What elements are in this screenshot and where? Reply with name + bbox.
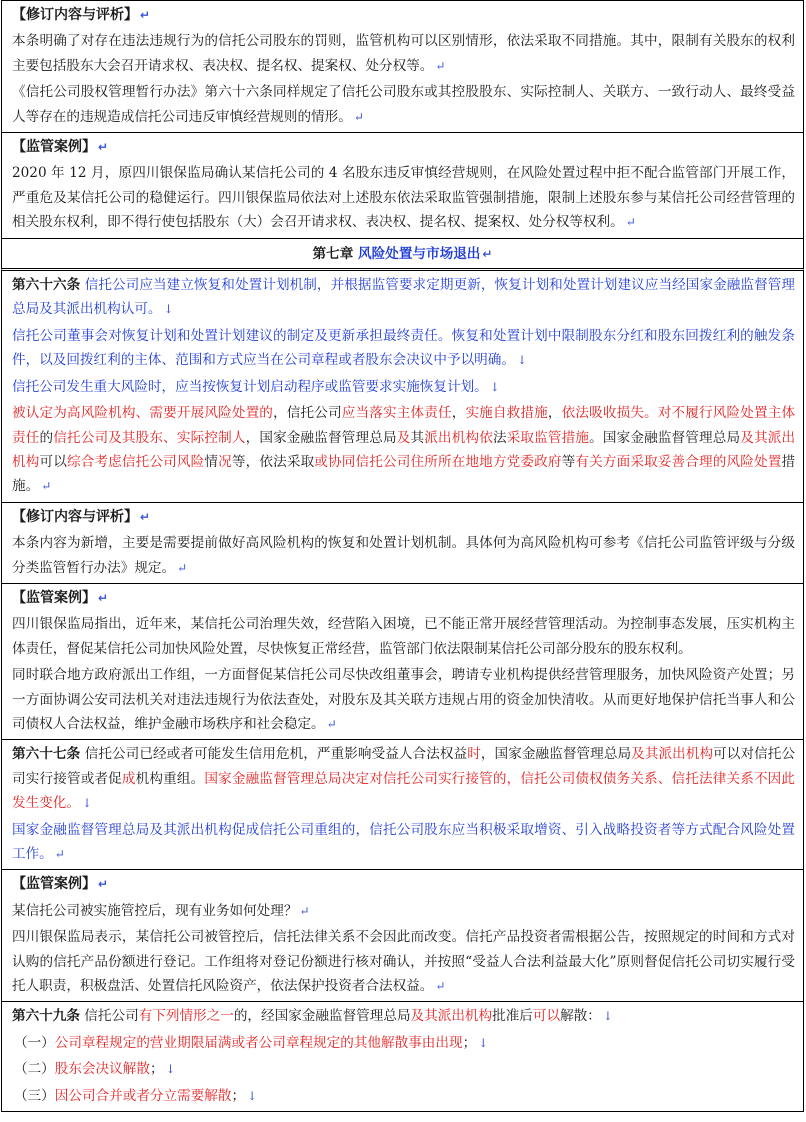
paragraph: 四川银保监局指出，近年来，某信托公司治理失效，经营陷入困境，已不能正常开展经营管理活动。为控制事态发展，压实机构主体责任，督促某信托公司加快风险处置，尽快恢复正常经营，监管部门依法限制某信托公司部分股东的股东权利。 (12, 616, 795, 657)
list-item: （三）因公司合并或者分立需要解散； ↓ (14, 1087, 258, 1104)
list-item: （二）股东会决议解散； ↓ (14, 1061, 176, 1078)
chapter-title: 风险处置与市场退出 (358, 245, 481, 262)
article-66-block (1, 271, 804, 503)
paragraph: 2020 年 12 月，原四川银保监局确认某信托公司的 4 名股东违反审慎经营规则，在风险处置过程中拒不配合监管部门开展工作，严重危及某信托公司的稳健运行。四川银保监局依法对上述股东依法采取监管强制措施，限制上述股东参与某信托公司经营管理的相关股东权利，即不得行使包括股东（大）会召开请求权、表决权、提名权、提案权、处分权等权利。 ↵ (12, 165, 795, 231)
line-break-icon: ↓ (478, 1035, 489, 1050)
paragraph: 某信托公司被实施管控后，现有业务如何处理？ ↵ (12, 902, 310, 919)
article-paragraph: 信托公司董事会对恢复计划和处置计划建议的制定及更新承担最终责任。恢复和处置计划中限制股东分红和股东回拨红利的触发条件，以及回拨红利的主体、范围和方式应当在公司章程或者股东会决议中予以明确。 ↓ (12, 327, 795, 369)
supervision-case-block (1, 870, 804, 1002)
line-break-icon: ↓ (165, 1062, 176, 1077)
paragraph-mark-icon: ↵ (140, 509, 151, 524)
article-paragraph: 信托公司发生重大风险时，应当按恢复计划启动程序或监管要求实施恢复计划。 ↓ (12, 378, 500, 395)
paragraph-mark-icon: ↵ (98, 140, 109, 155)
paragraph: 四川银保监局表示，某信托公司被管控后，信托法律关系不会因此而改变。信托产品投资者需根据公告，按照规定的时间和方式对认购的信托产品份额进行登记。工作组将对登记份额进行核对确认，并按照“受益人合法利益最大化”原则督促信托公司切实履行受托人职责，积极盘活、处置信托风险资产，依法保护投资者合法权益。 ↵ (12, 929, 795, 995)
article-label: 第六十七条 (12, 746, 81, 763)
article-paragraph: 第六十九条 信托公司有下列情形之一的，经国家金融监督管理总局及其派出机构批准后可以解散： ↓ (12, 1008, 613, 1025)
article-paragraph: 被认定为高风险机构、需要开展风险处置的，信托公司应当落实主体责任，实施自救措施，依法吸收损失。对不履行风险处置主体责任的信托公司及其股东、实际控制人，国家金融监督管理总局及其派出机构依法采取监管措施。国家金融监督管理总局及其派出机构可以综合考虑信托公司风险情况等，依法采取或协同信托公司住所所在地地方党委政府等有关方面采取妥善合理的风险处置措施。 ↵ (12, 405, 796, 495)
section-heading: 【监管案例】 ↵ (12, 139, 109, 156)
paragraph-mark-icon: ↵ (482, 246, 493, 261)
article-paragraph: 第六十六条 信托公司应当建立恢复和处置计划机制，并根据监管要求定期更新，恢复计划和处置计划建议应当经国家金融监督管理总局及其派出机构认可。 ↓ (12, 277, 795, 318)
line-break-icon: ↓ (489, 379, 500, 394)
paragraph-mark-icon: ↵ (435, 58, 446, 73)
chapter-heading (1, 239, 804, 271)
line-break-icon: ↓ (81, 796, 93, 811)
line-break-icon: ↓ (602, 1009, 613, 1024)
article-label: 第六十九条 (12, 1008, 80, 1025)
section-heading: 【修订内容与评析】 ↵ (12, 7, 151, 23)
paragraph-mark-icon: ↵ (625, 215, 636, 230)
article-69-block (1, 1002, 804, 1112)
paragraph-mark-icon: ↵ (299, 903, 310, 918)
article-67-block (1, 740, 804, 870)
revision-commentary-block (1, 0, 804, 133)
line-break-icon: ↓ (516, 353, 528, 368)
paragraph-mark-icon: ↵ (353, 109, 364, 124)
paragraph-mark-icon: ↵ (435, 979, 446, 994)
article-label: 第六十六条 (12, 277, 81, 294)
revision-commentary-block (1, 503, 804, 584)
paragraph-mark-icon: ↵ (54, 847, 65, 861)
line-break-icon: ↓ (163, 302, 174, 317)
paragraph-mark-icon: ↵ (98, 590, 109, 605)
section-heading: 【监管案例】 ↵ (12, 589, 109, 606)
paragraph-mark-icon: ↵ (98, 877, 109, 892)
list-item: （一）公司章程规定的营业期限届满或者公司章程规定的其他解散事由出现； ↓ (14, 1034, 489, 1051)
article-paragraph: 第六十七条 信托公司已经或者可能发生信用危机，严重影响受益人合法权益时，国家金融监督管理总局及其派出机构可以对信托公司实行接管或者促成机构重组。国家金融监督管理总局决定对信托公司实行接管的，信托公司债权债务关系、信托法律关系不因此发生变化。 ↓ (12, 746, 796, 812)
paragraph: 同时联合地方政府派出工作组，一方面督促某信托公司尽快改组董事会，聘请专业机构提供经营管理服务，加快风险资产处置；另一方面协调公安司法机关对违法违规行为依法查处，对股东及其关联方违规占用的资金加快清收。从而更好地保护信托当事人和公司债权人合法权益，维护金融市场秩序和社会稳定。 ↵ (12, 667, 795, 732)
paragraph: 本条明确了对存在违法违规行为的信托公司股东的罚则，监管机构可以区别情形，依法采取不同措施。其中，限制有关股东的权利主要包括股东大会召开请求权、表决权、提名权、提案权、处分权等。 ↵ (12, 33, 795, 74)
paragraph: 《信托公司股权管理暂行办法》第六十六条同样规定了信托公司股东或其控股股东、实际控制人、关联方、一致行动人、最终受益人等存在的违规造成信托公司违反审慎经营规则的情形。 ↵ (12, 84, 795, 125)
paragraph-mark-icon: ↵ (177, 560, 188, 575)
section-heading: 【修订内容与评析】 ↵ (12, 508, 151, 525)
article-paragraph: 国家金融监督管理总局及其派出机构促成信托公司重组的，信托公司股东应当积极采取增资、引入战略投资者等方式配合风险处置工作。 ↵ (12, 821, 795, 862)
section-heading: 【监管案例】 ↵ (12, 876, 109, 893)
supervision-case-block (1, 584, 804, 740)
paragraph-mark-icon: ↵ (140, 8, 151, 22)
chapter-prefix: 第七章 (312, 245, 359, 262)
paragraph: 本条内容为新增，主要是需要提前做好高风险机构的恢复和处置计划机制。具体何为高风险机构可参考《信托公司监管评级与分级分类监管暂行办法》规定。 ↵ (12, 535, 795, 576)
line-break-icon: ↓ (247, 1088, 258, 1103)
paragraph-mark-icon: ↵ (41, 479, 52, 494)
supervision-case-block (1, 133, 804, 239)
paragraph-mark-icon: ↵ (326, 716, 337, 731)
